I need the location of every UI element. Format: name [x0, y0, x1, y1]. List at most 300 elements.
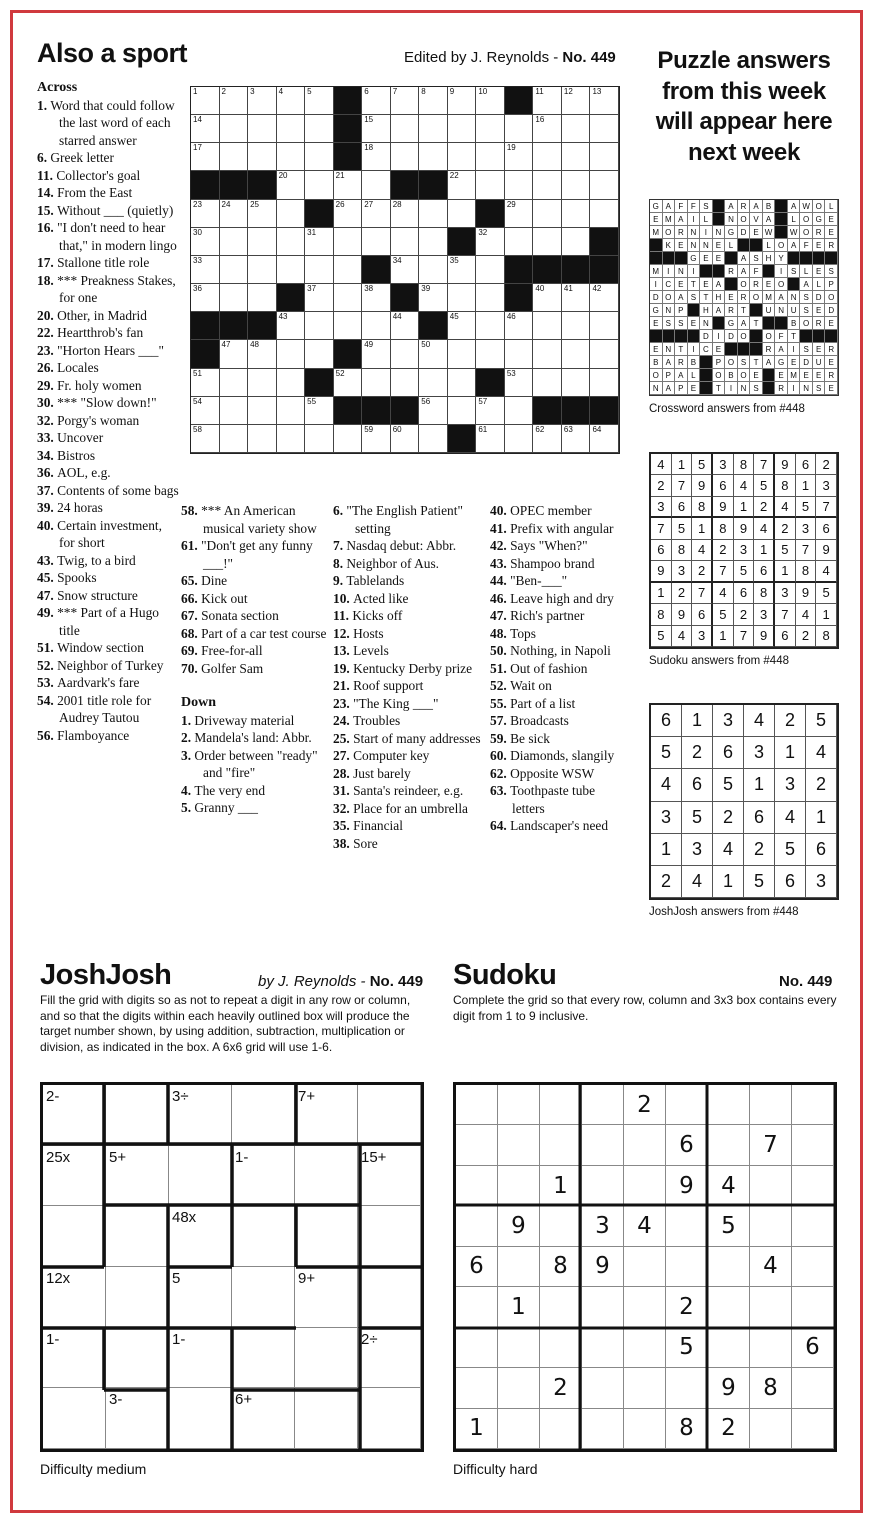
- crossword-cell[interactable]: 3: [248, 87, 277, 115]
- answer-letter: V: [750, 213, 763, 226]
- sudoku-given: 2: [666, 1287, 708, 1327]
- answer-digit: 2: [775, 705, 806, 737]
- crossword-cell[interactable]: [476, 312, 505, 340]
- answer-digit: 9: [713, 497, 734, 518]
- crossword-cell[interactable]: [533, 228, 562, 256]
- crossword-cell[interactable]: [220, 256, 249, 284]
- crossword-cell[interactable]: 8: [419, 87, 448, 115]
- crossword-cell[interactable]: 58: [191, 425, 220, 453]
- crossword-cell[interactable]: 62: [533, 425, 562, 453]
- crossword-cell[interactable]: [391, 340, 420, 368]
- answer-letter: A: [788, 200, 801, 213]
- crossword-cell[interactable]: 51: [191, 369, 220, 397]
- across-heading: Across: [37, 80, 78, 95]
- answer-letter: E: [825, 317, 838, 330]
- crossword-cell[interactable]: [419, 228, 448, 256]
- clue: [333, 817, 488, 835]
- crossword-cell[interactable]: [533, 340, 562, 368]
- answer-letter: D: [700, 330, 713, 343]
- crossword-cell[interactable]: [248, 369, 277, 397]
- crossword-cell[interactable]: [448, 143, 477, 171]
- crossword-cell[interactable]: [448, 200, 477, 228]
- clue-text: Roof support: [353, 678, 424, 693]
- crossword-cell[interactable]: [248, 284, 277, 312]
- crossword-cell[interactable]: 2: [220, 87, 249, 115]
- clue-number: 32.: [333, 800, 354, 816]
- clue-number: 64.: [490, 818, 511, 833]
- crossword-cell[interactable]: [476, 115, 505, 143]
- crossword-cell[interactable]: 41: [562, 284, 591, 312]
- clue-text: Start of many addresses: [353, 730, 481, 746]
- crossword-cell[interactable]: [305, 171, 334, 199]
- crossword-cell[interactable]: [305, 425, 334, 453]
- answer-letter: P: [675, 304, 688, 317]
- answer-black-square: [663, 330, 676, 343]
- clue: [37, 272, 179, 307]
- answer-letter: R: [738, 200, 751, 213]
- crossword-cell[interactable]: [590, 340, 619, 368]
- answer-digit: 5: [713, 604, 734, 625]
- crossword-cell[interactable]: 22: [448, 171, 477, 199]
- clue-text: Santa's reindeer, e.g.: [353, 783, 464, 798]
- answer-letter: B: [650, 356, 663, 369]
- crossword-cell[interactable]: [505, 115, 534, 143]
- joshjosh-difficulty: Difficulty medium: [40, 1461, 147, 1477]
- clue-number: 2.: [181, 730, 195, 745]
- sudoku-given: 2: [624, 1085, 666, 1125]
- crossword-cell[interactable]: 32: [476, 228, 505, 256]
- crossword-cell[interactable]: [305, 115, 334, 143]
- crossword-cell[interactable]: [391, 369, 420, 397]
- crossword-cell[interactable]: 18: [362, 143, 391, 171]
- crossword-cell[interactable]: [562, 200, 591, 228]
- crossword-cell[interactable]: 28: [391, 200, 420, 228]
- cage-target: 6+: [235, 1391, 253, 1409]
- crossword-cell[interactable]: [590, 312, 619, 340]
- crossword-cell[interactable]: [220, 284, 249, 312]
- clue-text: Nothing, in Napoli: [510, 643, 611, 658]
- clue-text: Snow structure: [57, 587, 138, 603]
- answer-digit: 7: [754, 454, 775, 475]
- crossword-cell[interactable]: 6: [362, 87, 391, 115]
- clue-text: Rich's partner: [510, 608, 585, 623]
- answer-digit: 2: [806, 769, 837, 801]
- answer-letter: H: [763, 252, 776, 265]
- joshjosh-answers-caption: JoshJosh answers from #448: [649, 906, 799, 918]
- crossword-cell[interactable]: [562, 228, 591, 256]
- crossword-cell[interactable]: 34: [391, 256, 420, 284]
- crossword-cell[interactable]: 60: [391, 425, 420, 453]
- crossword-cell[interactable]: 30: [191, 228, 220, 256]
- clue: [37, 447, 179, 465]
- answer-letter: N: [675, 265, 688, 278]
- crossword-cell[interactable]: [448, 340, 477, 368]
- cage-target: 2-: [46, 1088, 60, 1105]
- joshjosh-cage-outlines: [40, 1082, 424, 1452]
- clue-number: 47.: [490, 608, 511, 623]
- crossword-cell[interactable]: 46: [505, 312, 534, 340]
- clue-text: Says "When?": [510, 538, 588, 553]
- answer-letter: E: [825, 382, 838, 395]
- answer-black-square: [700, 382, 713, 395]
- crossword-cell[interactable]: [248, 425, 277, 453]
- crossword-cell[interactable]: 12: [562, 87, 591, 115]
- crossword-cell[interactable]: [277, 143, 306, 171]
- answer-letter: R: [813, 226, 826, 239]
- answer-letter: L: [700, 213, 713, 226]
- crossword-cell[interactable]: 39: [419, 284, 448, 312]
- crossword-cell[interactable]: 25: [248, 200, 277, 228]
- sudoku-given: 5: [708, 1206, 750, 1246]
- answer-letter: I: [788, 343, 801, 356]
- answer-letter: S: [663, 317, 676, 330]
- crossword-cell[interactable]: [220, 143, 249, 171]
- clue: [490, 782, 625, 817]
- crossword-cell[interactable]: [277, 228, 306, 256]
- crossword-cell[interactable]: 54: [191, 397, 220, 425]
- crossword-cell[interactable]: 7: [391, 87, 420, 115]
- crossword-cell[interactable]: 50: [419, 340, 448, 368]
- answer-digit: 6: [796, 454, 817, 475]
- clue-number: 13.: [333, 643, 354, 658]
- crossword-cell[interactable]: 44: [391, 312, 420, 340]
- answer-letter: A: [763, 213, 776, 226]
- crossword-cell[interactable]: [476, 143, 505, 171]
- down-list-continued: [333, 502, 488, 852]
- crossword-cell[interactable]: 16: [533, 115, 562, 143]
- clue: [333, 800, 488, 818]
- answer-letter: A: [788, 239, 801, 252]
- answer-digit: 4: [682, 866, 713, 898]
- answer-letter: A: [713, 304, 726, 317]
- crossword-cell[interactable]: [391, 228, 420, 256]
- crossword-cell[interactable]: [419, 256, 448, 284]
- crossword-cell[interactable]: [362, 369, 391, 397]
- crossword-cell[interactable]: [419, 115, 448, 143]
- answer-digit: 5: [651, 626, 672, 647]
- answer-letter: G: [725, 226, 738, 239]
- clue-text: Troubles: [353, 713, 401, 728]
- answer-digit: 1: [744, 769, 775, 801]
- crossword-grid[interactable]: [190, 86, 620, 454]
- crossword-cell[interactable]: 20: [277, 171, 306, 199]
- clue-number: 41.: [490, 520, 511, 536]
- crossword-cell[interactable]: [305, 143, 334, 171]
- crossword-cell[interactable]: 27: [362, 200, 391, 228]
- crossword-cell[interactable]: [476, 171, 505, 199]
- answer-digit: 3: [816, 475, 837, 496]
- crossword-cell[interactable]: 26: [334, 200, 363, 228]
- crossword-cell[interactable]: [220, 115, 249, 143]
- crossword-cell[interactable]: [248, 228, 277, 256]
- crossword-cell[interactable]: [248, 115, 277, 143]
- crossword-cell[interactable]: [448, 397, 477, 425]
- clue-text: "Horton Hears ___": [57, 342, 164, 358]
- clue: [333, 695, 488, 713]
- crossword-cell[interactable]: 37: [305, 284, 334, 312]
- crossword-cell[interactable]: [448, 115, 477, 143]
- answer-letter: S: [800, 343, 813, 356]
- crossword-cell[interactable]: [248, 397, 277, 425]
- crossword-cell[interactable]: [220, 425, 249, 453]
- answer-digit: 3: [672, 561, 693, 582]
- answer-digit: 4: [692, 540, 713, 561]
- crossword-cell[interactable]: 14: [191, 115, 220, 143]
- clue-number: 1.: [181, 712, 195, 728]
- answer-digit: 1: [806, 802, 837, 834]
- clue-text: Heartthrob's fan: [57, 325, 144, 340]
- crossword-cell[interactable]: 57: [476, 397, 505, 425]
- answer-black-square: [663, 252, 676, 265]
- answer-digit: 3: [682, 834, 713, 866]
- crossword-cell[interactable]: [505, 425, 534, 453]
- crossword-cell[interactable]: [448, 369, 477, 397]
- crossword-cell[interactable]: 40: [533, 284, 562, 312]
- crossword-cell[interactable]: 9: [448, 87, 477, 115]
- crossword-cell[interactable]: [533, 143, 562, 171]
- crossword-cell[interactable]: [277, 397, 306, 425]
- crossword-cell[interactable]: 38: [362, 284, 391, 312]
- crossword-cell[interactable]: [533, 312, 562, 340]
- crossword-cell[interactable]: [476, 284, 505, 312]
- crossword-cell[interactable]: [590, 200, 619, 228]
- answer-digit: 5: [651, 737, 682, 769]
- crossword-cell[interactable]: [562, 369, 591, 397]
- cage-target: 5+: [109, 1148, 127, 1166]
- crossword-cell[interactable]: 24: [220, 200, 249, 228]
- black-square: [334, 115, 363, 143]
- answer-letter: U: [788, 304, 801, 317]
- crossword-cell[interactable]: [505, 340, 534, 368]
- crossword-cell[interactable]: [277, 200, 306, 228]
- answer-letter: E: [763, 278, 776, 291]
- crossword-cell[interactable]: [220, 397, 249, 425]
- answer-letter: S: [750, 382, 763, 395]
- answer-letter: S: [738, 356, 751, 369]
- black-square: [334, 143, 363, 171]
- answer-digit: 2: [651, 866, 682, 898]
- answer-letter: E: [813, 265, 826, 278]
- clue-number: 35.: [333, 818, 354, 833]
- crossword-cell[interactable]: [362, 312, 391, 340]
- answer-letter: R: [675, 226, 688, 239]
- sudoku-answers-caption: Sudoku answers from #448: [649, 655, 789, 667]
- answer-digit: 2: [682, 737, 713, 769]
- answer-letter: A: [775, 343, 788, 356]
- answer-digit: 5: [734, 561, 755, 582]
- answer-letter: R: [725, 304, 738, 317]
- answer-digit: 6: [651, 705, 682, 737]
- crossword-cell[interactable]: 29: [505, 200, 534, 228]
- crossword-cell[interactable]: [562, 171, 591, 199]
- crossword-cell[interactable]: [277, 369, 306, 397]
- clue-text: Greek letter: [50, 150, 114, 165]
- crossword-cell[interactable]: 31: [305, 228, 334, 256]
- crossword-cell[interactable]: [562, 312, 591, 340]
- crossword-cell[interactable]: 55: [305, 397, 334, 425]
- clue-number: 1.: [37, 97, 51, 113]
- answer-digit: 9: [796, 583, 817, 604]
- answer-digit: 9: [734, 518, 755, 539]
- crossword-cell[interactable]: [533, 171, 562, 199]
- answer-letter: P: [825, 278, 838, 291]
- crossword-cell[interactable]: 56: [419, 397, 448, 425]
- crossword-cell[interactable]: [277, 256, 306, 284]
- answer-letter: G: [650, 304, 663, 317]
- sudoku-given: 6: [456, 1247, 498, 1287]
- crossword-cell[interactable]: [505, 397, 534, 425]
- crossword-cell[interactable]: 59: [362, 425, 391, 453]
- crossword-cell[interactable]: [562, 143, 591, 171]
- answer-digit: 3: [734, 540, 755, 561]
- crossword-cell[interactable]: 43: [277, 312, 306, 340]
- clue-text: Shampoo brand: [510, 555, 595, 571]
- answer-digit: 6: [713, 475, 734, 496]
- answer-letter: I: [688, 265, 701, 278]
- crossword-cell[interactable]: [505, 171, 534, 199]
- crossword-cell[interactable]: [419, 425, 448, 453]
- answer-black-square: [825, 330, 838, 343]
- clue-text: Bistros: [57, 447, 96, 463]
- clue: [37, 727, 179, 745]
- crossword-cell[interactable]: [419, 369, 448, 397]
- crossword-cell[interactable]: [305, 340, 334, 368]
- crossword-cell[interactable]: [248, 143, 277, 171]
- crossword-cell[interactable]: 4: [277, 87, 306, 115]
- crossword-cell[interactable]: 64: [590, 425, 619, 453]
- sudoku-given: 9: [708, 1368, 750, 1408]
- clue-text: Golfer Sam: [201, 660, 264, 676]
- crossword-cell[interactable]: 19: [505, 143, 534, 171]
- clue-number: 39.: [37, 500, 58, 515]
- crossword-cell[interactable]: 63: [562, 425, 591, 453]
- answer-black-square: [775, 226, 788, 239]
- crossword-cell[interactable]: 10: [476, 87, 505, 115]
- answer-letter: O: [775, 278, 788, 291]
- answer-letter: E: [825, 226, 838, 239]
- crossword-cell[interactable]: [220, 228, 249, 256]
- crossword-cell[interactable]: 11: [533, 87, 562, 115]
- clue-text: Landscaper's need: [510, 818, 609, 833]
- crossword-cell[interactable]: [505, 228, 534, 256]
- crossword-cell[interactable]: 35: [448, 256, 477, 284]
- answer-letter: A: [663, 200, 676, 213]
- crossword-cell[interactable]: [590, 369, 619, 397]
- answer-letter: A: [800, 278, 813, 291]
- crossword-cell[interactable]: [305, 256, 334, 284]
- crossword-cell[interactable]: 13: [590, 87, 619, 115]
- crossword-cell[interactable]: [590, 115, 619, 143]
- clue-number: 20.: [37, 307, 58, 323]
- clue-number: 57.: [490, 713, 511, 728]
- crossword-cell[interactable]: [305, 312, 334, 340]
- sudoku-instructions: Complete the grid so that every row, column and 3x3 box contains every digit from 1 to 9 inclusive.: [453, 993, 837, 1023]
- crossword-cell[interactable]: 61: [476, 425, 505, 453]
- answer-letter: R: [825, 369, 838, 382]
- crossword-cell[interactable]: [220, 369, 249, 397]
- crossword-cell[interactable]: [562, 340, 591, 368]
- crossword-cell[interactable]: [334, 312, 363, 340]
- answer-letter: B: [788, 317, 801, 330]
- crossword-cell[interactable]: [248, 256, 277, 284]
- crossword-cell[interactable]: [419, 200, 448, 228]
- crossword-cell[interactable]: 15: [362, 115, 391, 143]
- crossword-cell[interactable]: [476, 340, 505, 368]
- crossword-cell[interactable]: 1: [191, 87, 220, 115]
- crossword-cell[interactable]: [562, 115, 591, 143]
- clue: [181, 747, 329, 782]
- black-square: [476, 369, 505, 397]
- crossword-cell[interactable]: [476, 256, 505, 284]
- clue-text: Neighbor of Aus.: [346, 555, 439, 571]
- crossword-cell[interactable]: 53: [505, 369, 534, 397]
- crossword-cell[interactable]: 23: [191, 200, 220, 228]
- clue-text: From the East: [57, 185, 133, 200]
- crossword-cell[interactable]: 17: [191, 143, 220, 171]
- crossword-cell[interactable]: [391, 143, 420, 171]
- crossword-cell[interactable]: [334, 256, 363, 284]
- crossword-cell[interactable]: [362, 171, 391, 199]
- crossword-cell[interactable]: [362, 228, 391, 256]
- crossword-cell[interactable]: [448, 284, 477, 312]
- clue: [333, 607, 488, 625]
- answer-letter: O: [725, 356, 738, 369]
- crossword-cell[interactable]: [277, 425, 306, 453]
- sudoku-difficulty: Difficulty hard: [453, 1461, 538, 1477]
- crossword-cell[interactable]: 48: [248, 340, 277, 368]
- crossword-cell[interactable]: [334, 228, 363, 256]
- crossword-cell[interactable]: 5: [305, 87, 334, 115]
- clue: [37, 429, 179, 447]
- crossword-cell[interactable]: 33: [191, 256, 220, 284]
- crossword-cell[interactable]: [533, 369, 562, 397]
- crossword-cell[interactable]: 42: [590, 284, 619, 312]
- crossword-cell[interactable]: 47: [220, 340, 249, 368]
- clue: [37, 517, 179, 552]
- clue-number: 33.: [37, 430, 58, 445]
- crossword-cell[interactable]: [590, 143, 619, 171]
- black-square: [248, 312, 277, 340]
- answer-digit: 8: [816, 626, 837, 647]
- cage-target: 7+: [298, 1088, 316, 1105]
- answer-black-square: [775, 317, 788, 330]
- crossword-cell[interactable]: 49: [362, 340, 391, 368]
- crossword-cell[interactable]: [590, 171, 619, 199]
- sudoku-given: 8: [540, 1247, 582, 1287]
- clue-number: 54.: [37, 692, 58, 708]
- crossword-cell[interactable]: [277, 115, 306, 143]
- answer-letter: I: [775, 265, 788, 278]
- crossword-cell[interactable]: [334, 284, 363, 312]
- cage-target: 1-: [46, 1330, 60, 1348]
- crossword-cell[interactable]: 36: [191, 284, 220, 312]
- crossword-cell[interactable]: [391, 115, 420, 143]
- crossword-cell[interactable]: [334, 425, 363, 453]
- crossword-cell[interactable]: 52: [334, 369, 363, 397]
- answer-digit: 9: [816, 540, 837, 561]
- answer-black-square: [700, 369, 713, 382]
- clue-number: 16.: [37, 220, 58, 235]
- answer-letter: N: [725, 213, 738, 226]
- cage-target: 12x: [46, 1270, 71, 1287]
- crossword-cell[interactable]: [419, 143, 448, 171]
- crossword-cell[interactable]: 45: [448, 312, 477, 340]
- crossword-cell[interactable]: 21: [334, 171, 363, 199]
- crossword-cell[interactable]: [533, 200, 562, 228]
- answer-letter: O: [800, 317, 813, 330]
- answer-letter: O: [825, 291, 838, 304]
- crossword-cell[interactable]: [277, 340, 306, 368]
